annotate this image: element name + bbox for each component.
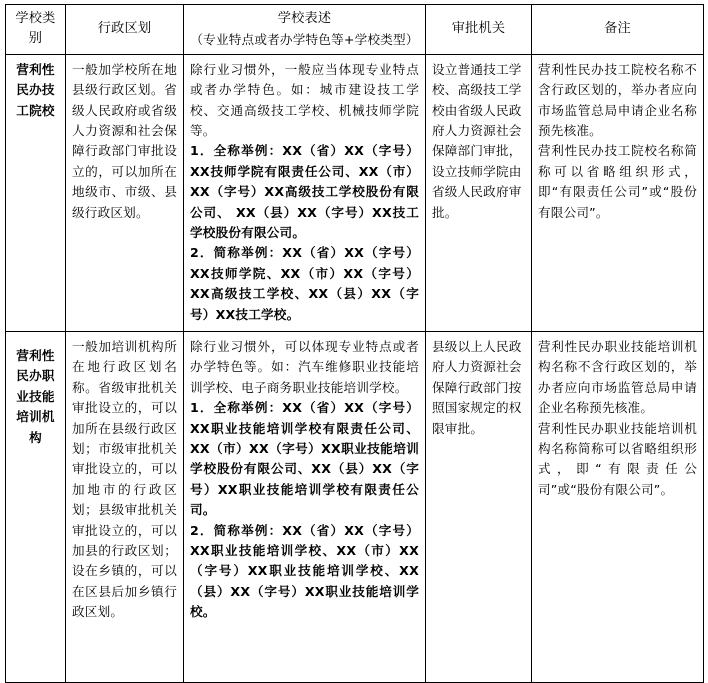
header-cell-district (66, 5, 184, 55)
expression-paragraph: 除行业习惯外，可以体现专业特点或者办学特色等。如：汽车维修职业技能培训学校、电子商务职业技能培训学校。 (190, 338, 419, 395)
cell-category: 营利性民办职业技能培训机构 (6, 331, 66, 682)
table-header-row (6, 5, 704, 55)
remark-paragraph: 营利性民办职业技能培训机构名称简称可以省略组织形式，即“有限责任公司”或“股份有限公司”。 (538, 420, 697, 497)
header-district-label: 行政区划 (97, 21, 152, 37)
header-cell-authority (426, 5, 532, 55)
expression-paragraph: 除行业习惯外，一般应当体现专业特点或者办学特色。如：城市建设技工学校、交通高级技工学校、机械技师学院等。 (190, 61, 419, 139)
cell-district: 一般加学校所在地县级行政区划。省级人民政府或省级人力资源和社会保障行政部门审批设立的，可以加所在地级市、市级、县级行政区划。 (66, 54, 184, 331)
header-cell-expression (184, 5, 426, 55)
table-row (6, 331, 704, 682)
expression-full-name-example: 1．全称举例：XX（省）XX（字号）XX职业技能培训学校有限责任公司、XX（市）XX（字号）XX职业技能培训学校股份有限公司、XX（县）XX（字号）XX职业技能培训学校有限责任公司。 (190, 400, 419, 518)
header-remark-label: 备注 (604, 21, 631, 37)
header-category-label: 学校类别 (15, 11, 56, 47)
cell-authority: 县级以上人民政府人力资源社会保障行政部门按照国家规定的权限审批。 (426, 331, 532, 682)
cell-remark (532, 54, 704, 331)
cell-remark (532, 331, 704, 682)
cell-expression (184, 331, 426, 682)
school-name-rules-table (5, 4, 704, 683)
cell-expression (184, 54, 426, 331)
expression-full-name-example: 1．全称举例：XX（省）XX（字号）XX技师学院有限责任公司、XX（市）XX（字号）XX高级技工学校股份有限公司、 XX（县）XX（字号）XX技工学校股份有限公司。 (190, 143, 419, 241)
expression-short-name-example: 2．简称举例：XX（省）XX（字号）XX职业技能培训学校、XX（市）XX（字号）XX职业技能培训学校、XX（县）XX（字号）XX职业技能培训学校。 (190, 522, 419, 620)
header-expression-label: 学校表述 (277, 11, 332, 27)
table-row (6, 54, 704, 331)
header-expression-sublabel: （专业特点或者办学特色等+学校类型） (190, 31, 419, 47)
expression-short-name-example: 2．简称举例：XX（省）XX（字号）XX技师学院、XX（市）XX（字号）XX高级技工学校、XX（县）XX（字号）XX技工学校。 (190, 245, 419, 322)
remark-paragraph: 营利性民办技工院校名称不含行政区划的，举办者应向市场监管总局申请企业名称预先核准。 (538, 61, 697, 139)
cell-authority: 设立普通技工学校、高级技工学校由省级人民政府人力资源社会保障部门审批，设立技师学院由省级人民政府审批。 (426, 54, 532, 331)
header-authority-label: 审批机关 (451, 21, 506, 37)
header-cell-remark (532, 5, 704, 55)
cell-district: 一般加培训机构所在地行政区划名称。省级审批机关审批设立的，可以加所在县级行政区划；市级审批机关审批设立的，可以加地市的行政区划；县级审批机关审批设立的，可以加县的行政区划；设在乡镇的，可以在区县后加乡镇行政区划。 (66, 331, 184, 682)
remark-paragraph: 营利性民办技工院校名称简称可以省略组织形式，即“有限责任公司”或“股份有限公司”。 (538, 143, 697, 220)
cell-category: 营利性民办技工院校 (6, 54, 66, 331)
remark-paragraph: 营利性民办职业技能培训机构名称不含行政区划的，举办者应向市场监管总局申请企业名称预先核准。 (538, 338, 697, 416)
header-cell-category (6, 5, 66, 55)
